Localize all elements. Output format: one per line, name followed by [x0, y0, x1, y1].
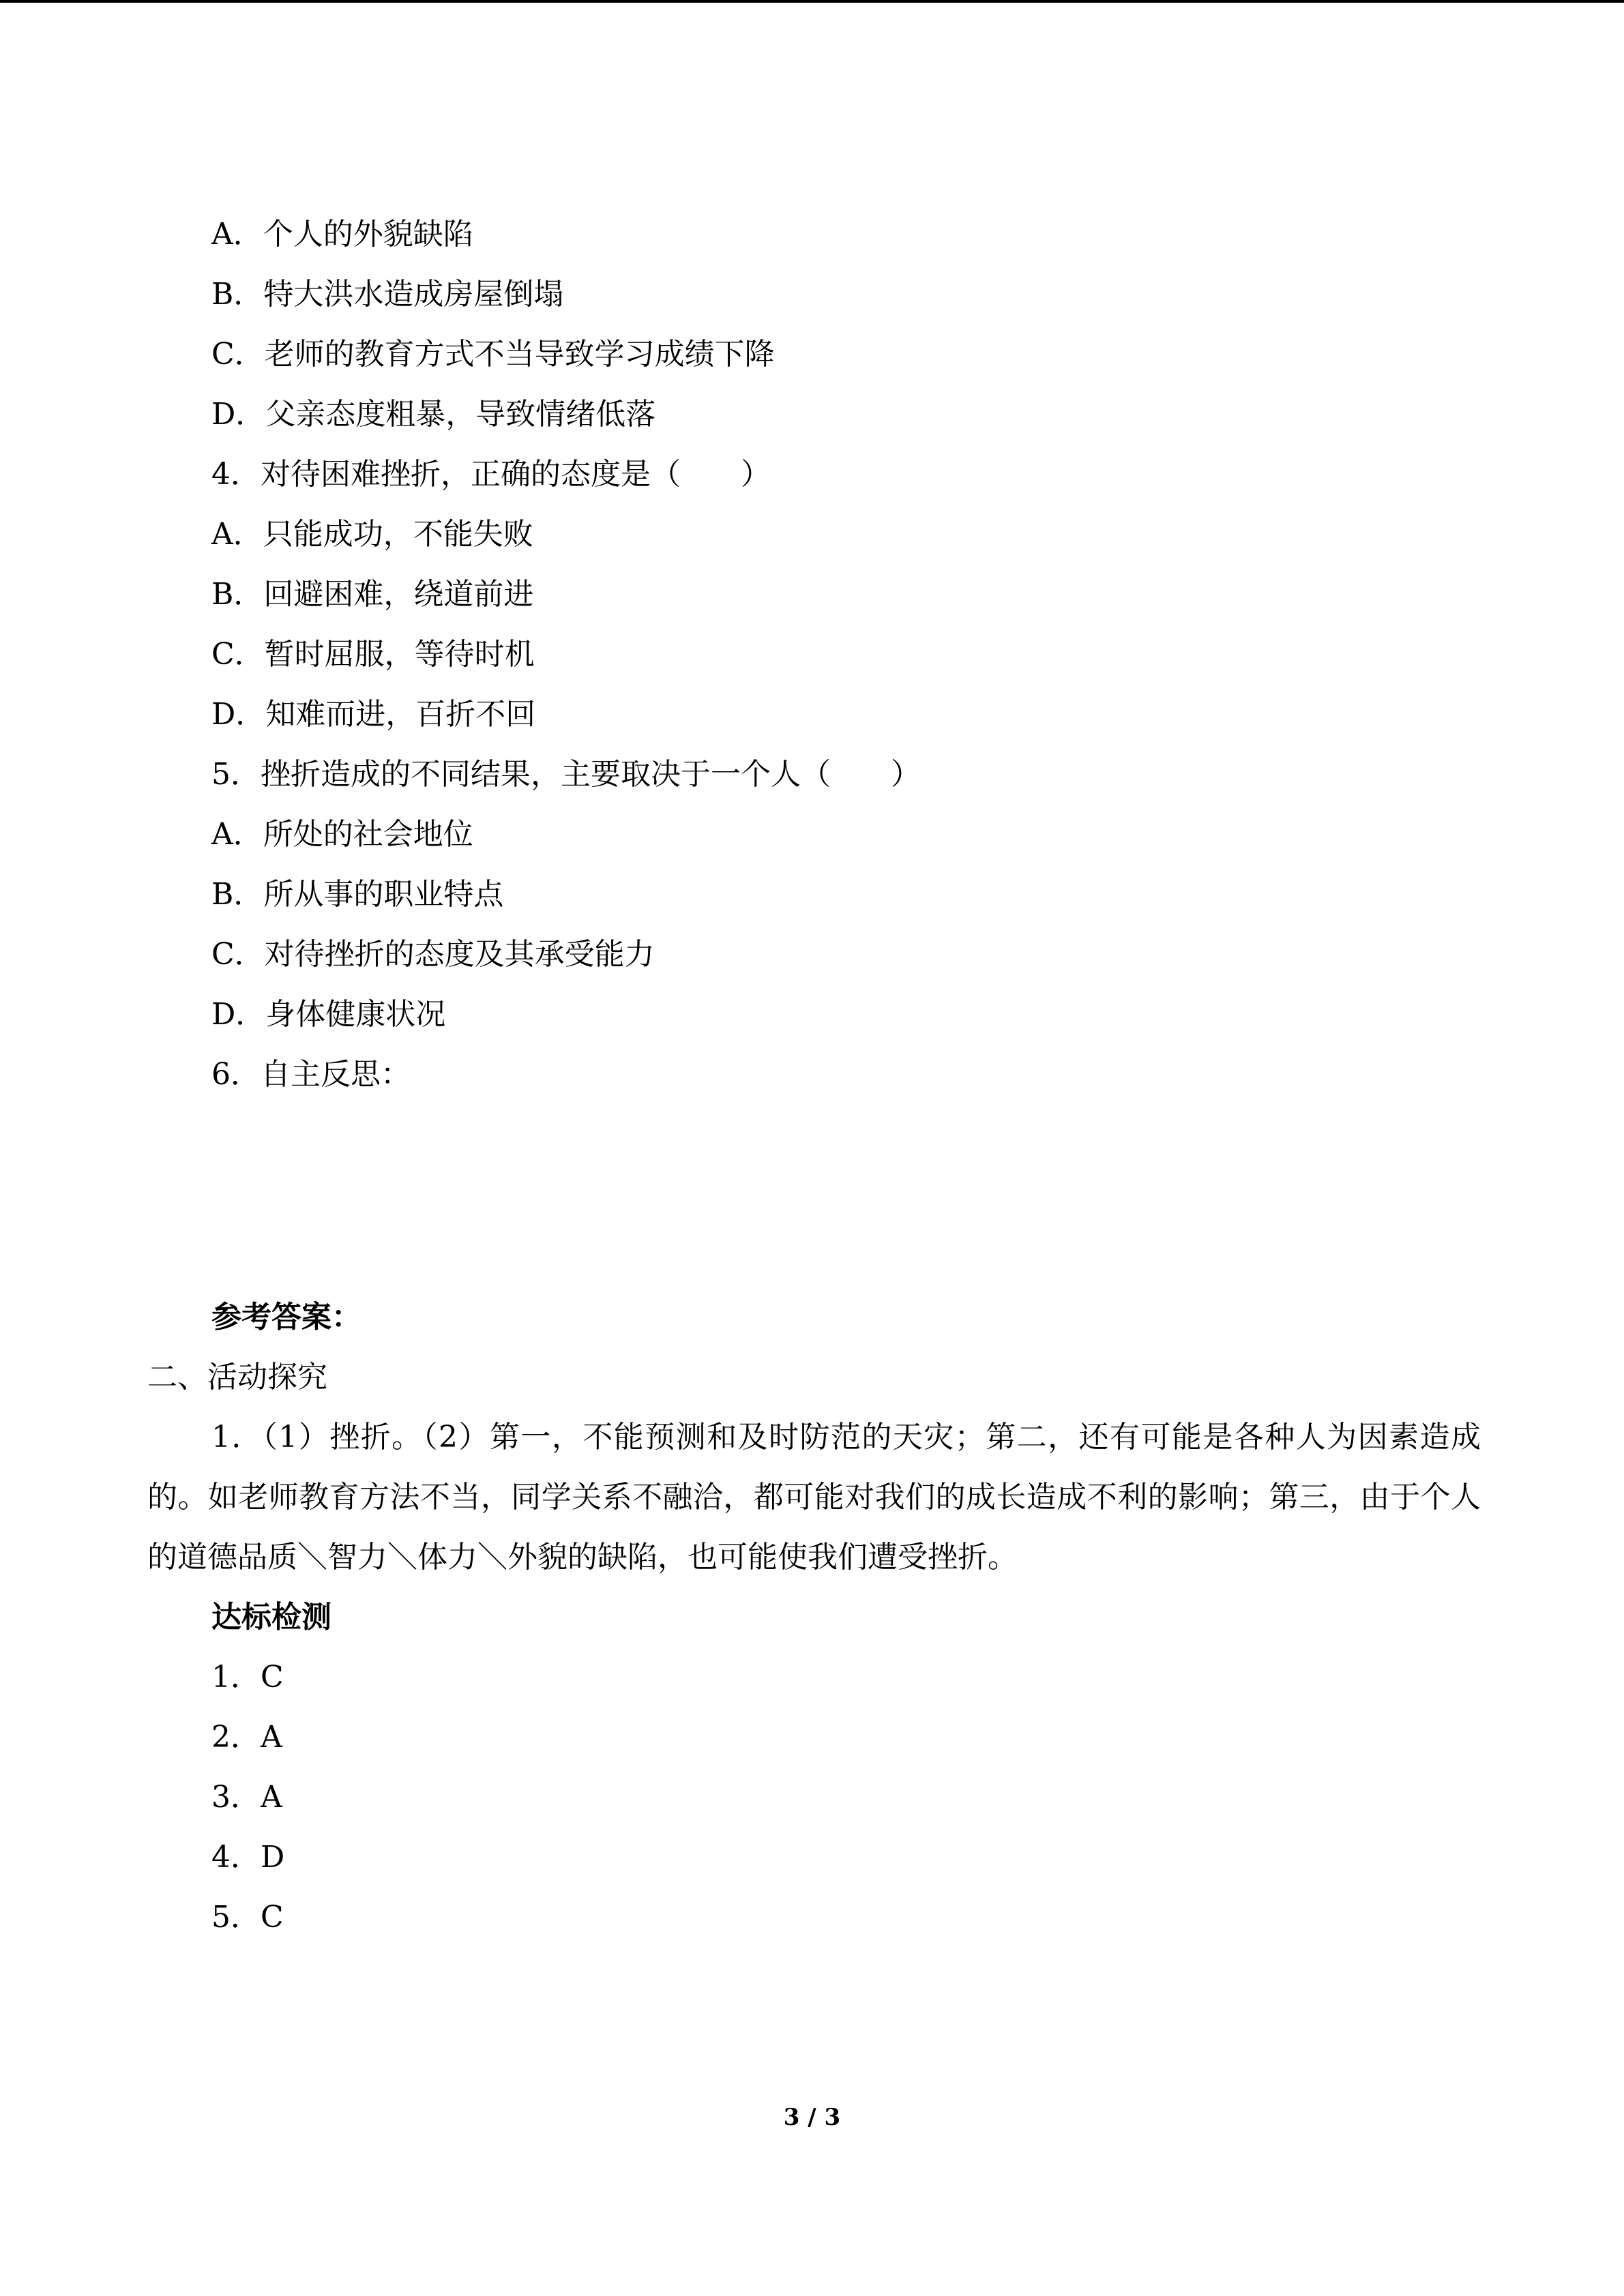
- activity-answer-paragraph: 1．（1）挫折。（2）第一，不能预测和及时防范的天灾；第二，还有可能是各种人为因素造成的。如老师教育方法不当，同学关系不融洽，都可能对我们的成长造成不利的影响；第三，由于个人的道德品质＼智力＼体力＼外貌的缺陷，也可能使我们遭受挫折。: [147, 1420, 1481, 1575]
- top-border-line: [0, 0, 1624, 3]
- q4-stem: 4．对待困难挫折，正确的态度是（ ）: [211, 457, 771, 492]
- test-answer-5: 5．C: [211, 1900, 284, 1935]
- test-heading: 达标检测: [211, 1600, 331, 1635]
- page-number: 3 / 3: [783, 2104, 841, 2131]
- q4-option-a: A．只能成功，不能失败: [211, 517, 533, 552]
- q4-option-b: B．回避困难，绕道前进: [211, 577, 534, 612]
- test-answer-3: 3．A: [211, 1780, 282, 1815]
- test-answer-4: 4．D: [211, 1840, 285, 1875]
- q5-option-b: B．所从事的职业特点: [211, 877, 504, 912]
- test-answer-1: 1．C: [211, 1660, 284, 1695]
- answers-heading: 参考答案：: [211, 1300, 361, 1335]
- answers-section-title: 二、活动探究: [147, 1360, 327, 1395]
- q3-option-c: C．老师的教育方式不当导致学习成绩下降: [211, 337, 775, 372]
- q4-option-c: C．暂时屈服，等待时机: [211, 637, 535, 672]
- test-answer-2: 2．A: [211, 1720, 282, 1755]
- q5-option-a: A．所处的社会地位: [211, 817, 473, 852]
- q3-option-a: A．个人的外貌缺陷: [211, 217, 473, 252]
- q5-stem: 5．挫折造成的不同结果，主要取决于一个人（ ）: [211, 757, 921, 792]
- q6-stem: 6．自主反思：: [211, 1057, 411, 1092]
- q5-option-d: D．身体健康状况: [211, 997, 446, 1032]
- q3-option-d: D．父亲态度粗暴，导致情绪低落: [211, 397, 656, 432]
- q3-option-b: B．特大洪水造成房屋倒塌: [211, 277, 564, 312]
- q4-option-d: D．知难而进，百折不回: [211, 697, 536, 732]
- q5-option-c: C．对待挫折的态度及其承受能力: [211, 937, 655, 972]
